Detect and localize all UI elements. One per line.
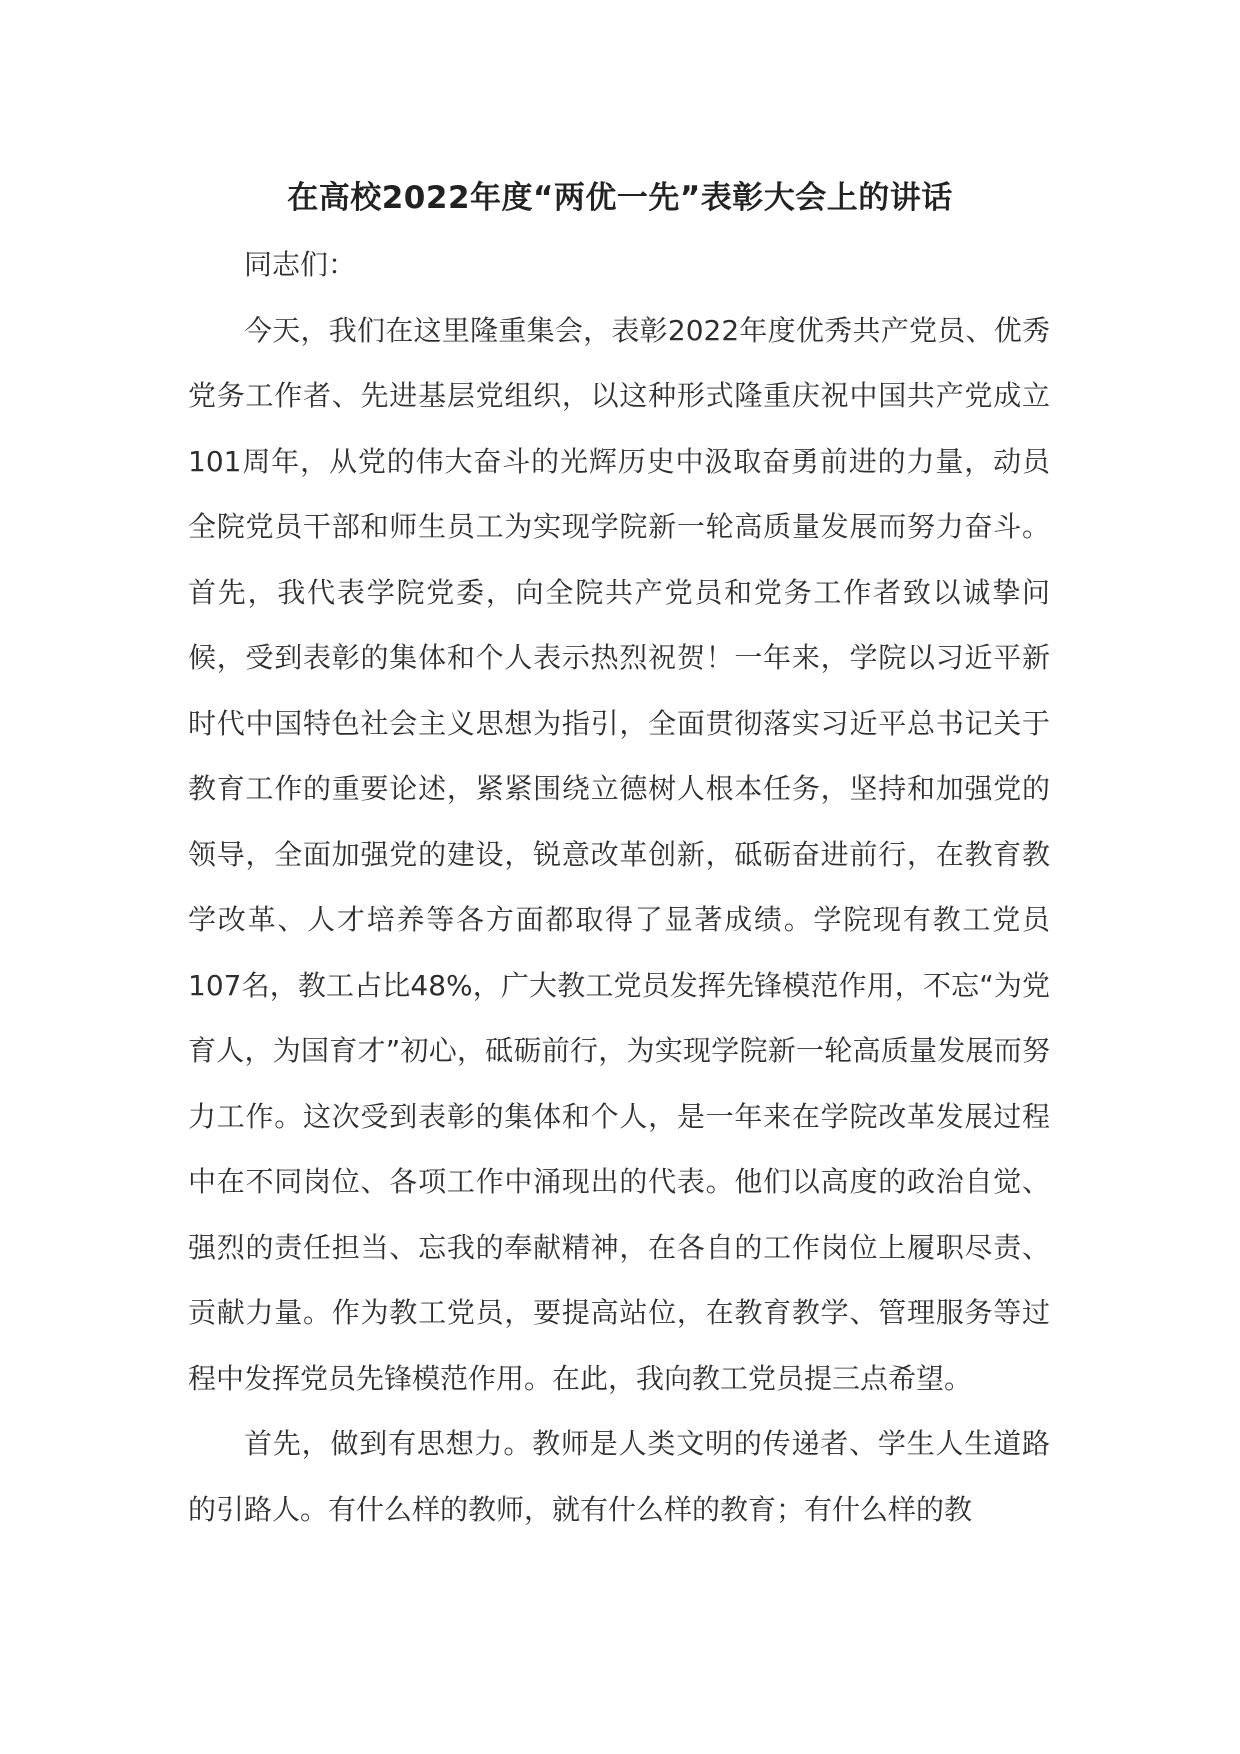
document-title: 在高校2022年度“两优一先”表彰大会上的讲话 xyxy=(287,180,953,216)
paragraph-2: 首先，做到有思想力。教师是人类文明的传递者、学生人生道路的引路人。有什么样的教师，就有什么样的教育；有什么样的教 xyxy=(188,1427,1050,1526)
paragraph-1: 今天，我们在这里隆重集会，表彰2022年度优秀共产党员、优秀党务工作者、先进基层党组织，以这种形式隆重庆祝中国共产党成立101周年，从党的伟大奋斗的光辉历史中汲取奋勇前进的力量，动员全院党员干部和师生员工为实现学院新一轮高质量发展而努力奋斗。首先，我代表学院党委，向全院共产党员和党务工作者致以诚挚问候，受到表彰的集体和个人表示热烈祝贺！一年来，学院以习近平新时代中国特色社会主义思想为指引，全面贯彻落实习近平总书记关于教育工作的重要论述，紧紧围绕立德树人根本任务，坚持和加强党的领导，全面加强党的建设，锐意改革创新，砥砺奋进前行，在教育教学改革、人才培养等各方面都取得了显著成绩。学院现有教工党员107名，教工占比48%，广大教工党员发挥先锋模范作用，不忘“为党育人，为国育才”初心，砥砺前行，为实现学院新一轮高质量发展而努力工作。这次受到表彰的集体和个人，是一年来在学院改革发展过程中在不同岗位、各项工作中涌现出的代表。他们以高度的政治自觉、强烈的责任担当、忘我的奉献精神，在各自的工作岗位上履职尽责、贡献力量。作为教工党员，要提高站位，在教育教学、管理服务等过程中发挥党员先锋模范作用。在此，我向教工党员提三点希望。 xyxy=(188,313,1050,1395)
document-body xyxy=(188,232,1050,1542)
salutation: 同志们： xyxy=(244,248,357,281)
